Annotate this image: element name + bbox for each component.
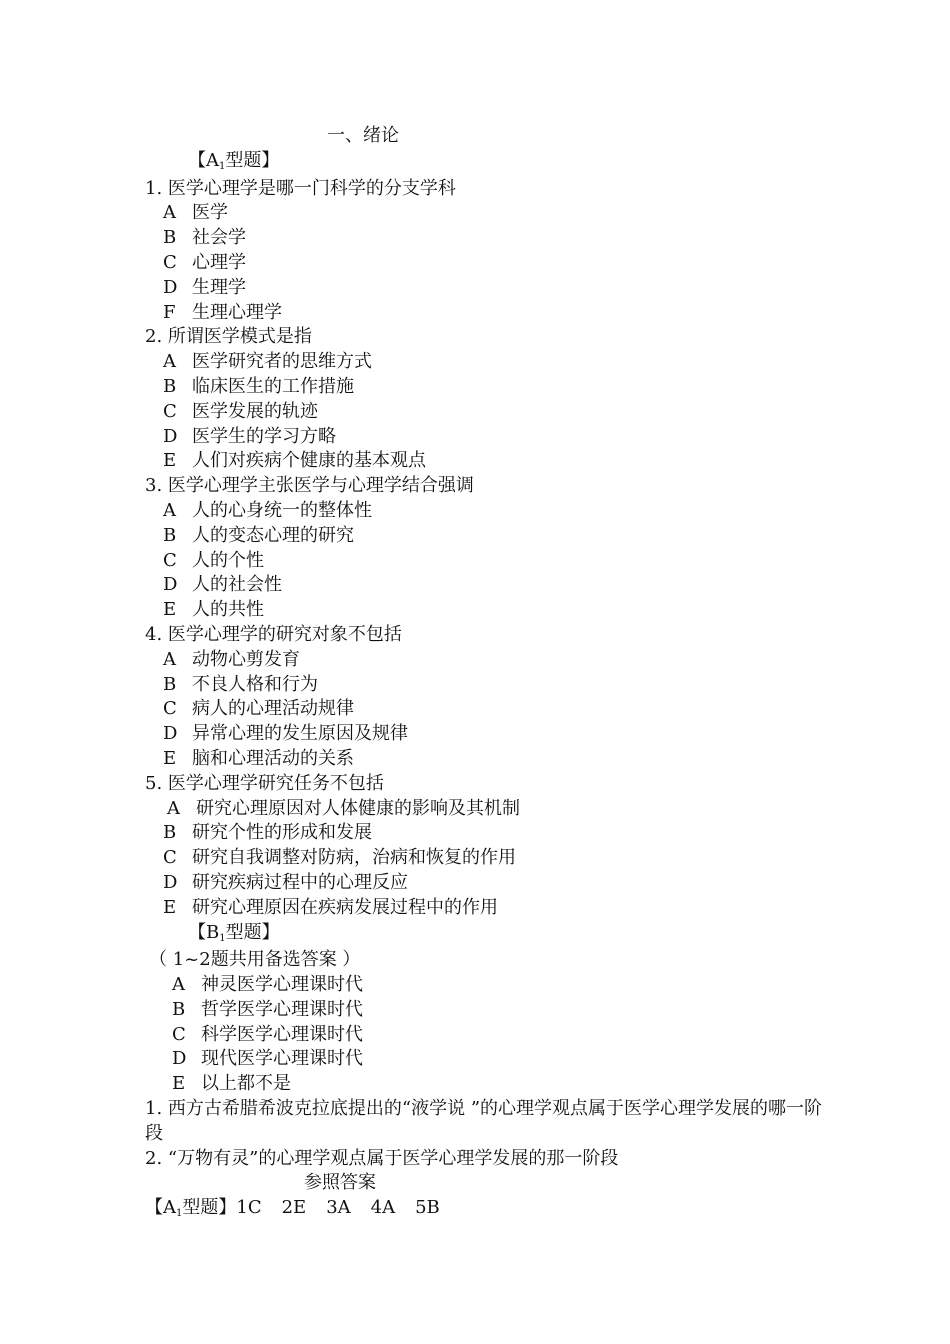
- option-text: 生理心理学: [192, 301, 282, 323]
- option-text: 社会学: [192, 227, 246, 249]
- option: [0, 251, 950, 276]
- answer-title: 参照答案: [304, 1172, 376, 1194]
- option-letter: A: [163, 202, 176, 224]
- option: [0, 350, 950, 375]
- option-text: 研究个性的形成和发展: [192, 822, 372, 844]
- option-letter: B: [163, 822, 177, 844]
- option-letter: C: [163, 549, 177, 571]
- page-title: 一、绪论: [327, 125, 399, 146]
- option: [0, 722, 950, 747]
- option: [0, 648, 950, 673]
- option-letter: B: [163, 227, 177, 249]
- option-text: 人的个性: [192, 549, 264, 571]
- option-text: 研究疾病过程中的心理反应: [192, 871, 408, 893]
- question-text: 医学心理学主张医学与心理学结合强调: [167, 475, 474, 497]
- section-a1-heading: [0, 149, 950, 177]
- answer-item: 1C: [236, 1197, 262, 1219]
- option-letter: A: [163, 648, 176, 670]
- option-text: 动物心剪发育: [192, 648, 300, 670]
- option-text: 人的变态心理的研究: [192, 524, 354, 546]
- question-number: 1.: [145, 177, 163, 199]
- section-a1-pre: 【A: [188, 149, 219, 171]
- option-text: 哲学医学心理课时代: [201, 998, 363, 1020]
- option-text: 以上都不是: [201, 1073, 291, 1095]
- question: [0, 623, 950, 648]
- answer-item: 2E: [281, 1197, 307, 1219]
- option-letter: D: [172, 1048, 187, 1070]
- option-text: 人们对疾病个健康的基本观点: [192, 450, 426, 472]
- shared-options-note: （ 1~2题共用备选答案 ）: [149, 949, 361, 971]
- question-number: 3.: [145, 475, 163, 497]
- section-a1-sub: 1: [219, 160, 226, 172]
- option: [0, 673, 950, 698]
- option-letter: E: [163, 599, 177, 621]
- option-letter: E: [163, 450, 177, 472]
- answer-section-sub: 1: [176, 1208, 183, 1220]
- question-text: 西方古希腊希波克拉底提出的“液学说 ”的心理学观点属于医学心理学发展的哪一阶段: [145, 1098, 823, 1144]
- option-text: 医学: [192, 202, 228, 224]
- option-letter: C: [172, 1023, 186, 1045]
- option: [0, 598, 950, 623]
- option: [0, 400, 950, 425]
- question-number: 4.: [145, 623, 163, 645]
- question-text: 所谓医学模式是指: [167, 326, 312, 348]
- option-letter: D: [163, 574, 178, 596]
- question-text: 医学心理学是哪一门科学的分支学科: [167, 177, 456, 199]
- option: [0, 797, 950, 822]
- option-letter: A: [163, 351, 176, 373]
- question-text: 医学心理学的研究对象不包括: [167, 623, 402, 645]
- question: [0, 177, 950, 202]
- option-letter: A: [167, 797, 180, 819]
- question: [0, 1147, 825, 1172]
- option-letter: B: [172, 998, 186, 1020]
- question-text: 医学心理学研究任务不包括: [167, 772, 384, 794]
- option-letter: A: [163, 499, 176, 521]
- option: [0, 871, 950, 896]
- question-text: “万物有灵”的心理学观点属于医学心理学发展的那一阶段: [167, 1147, 619, 1169]
- option: [0, 201, 950, 226]
- option-letter: D: [163, 425, 178, 447]
- option-letter: B: [163, 524, 177, 546]
- document: [0, 124, 950, 1224]
- option: [0, 846, 950, 871]
- option: [0, 549, 950, 574]
- option: [0, 449, 950, 474]
- answer-item: 3A: [326, 1197, 351, 1219]
- option-text: 脑和心理活动的关系: [192, 747, 354, 769]
- option-letter: B: [163, 375, 177, 397]
- section-b1-heading: [0, 921, 950, 949]
- option-letter: F: [163, 301, 176, 323]
- option-text: 神灵医学心理课时代: [201, 974, 363, 996]
- section-b1-sub: 1: [219, 932, 226, 944]
- option-text: 现代医学心理课时代: [201, 1048, 363, 1070]
- question: [0, 325, 950, 350]
- shared-option: [0, 1023, 950, 1048]
- answer-section-pre: 【A: [145, 1197, 176, 1219]
- option-text: 医学发展的轨迹: [192, 400, 318, 422]
- option-letter: C: [163, 400, 177, 422]
- option: [0, 226, 950, 251]
- section-a1-post: 型题】: [225, 149, 280, 171]
- question-number: 5.: [145, 772, 163, 794]
- option-letter: D: [163, 276, 178, 298]
- option-text: 研究自我调整对防病，治病和恢复的作用: [192, 847, 516, 869]
- questions-b1: [0, 1097, 950, 1171]
- option-letter: C: [163, 698, 177, 720]
- question: [0, 474, 950, 499]
- question: [0, 772, 950, 797]
- option-text: 研究心理原因在疾病发展过程中的作用: [192, 896, 498, 918]
- option-text: 病人的心理活动规律: [192, 698, 354, 720]
- option: [0, 697, 950, 722]
- option-text: 人的共性: [192, 599, 264, 621]
- option-letter: E: [163, 896, 177, 918]
- question-number: 1.: [145, 1098, 163, 1120]
- option-letter: E: [172, 1073, 186, 1095]
- question: [0, 1097, 825, 1147]
- section-b1-post: 型题】: [225, 921, 280, 943]
- option-letter: E: [163, 747, 177, 769]
- option: [0, 821, 950, 846]
- option: [0, 524, 950, 549]
- answer-item: 5B: [415, 1197, 440, 1219]
- option-text: 不良人格和行为: [192, 673, 318, 695]
- option-letter: D: [163, 723, 178, 745]
- option-letter: B: [163, 673, 177, 695]
- shared-option: [0, 973, 950, 998]
- option: [0, 747, 950, 772]
- option-letter: C: [163, 251, 177, 273]
- option-text: 医学研究者的思维方式: [192, 351, 372, 373]
- option: [0, 301, 950, 326]
- option-letter: A: [172, 974, 185, 996]
- answer-section-post: 型题】: [182, 1197, 237, 1219]
- questions-a1: [0, 177, 950, 921]
- option-text: 人的社会性: [192, 574, 282, 596]
- option: [0, 499, 950, 524]
- section-b1-pre: 【B: [188, 921, 220, 943]
- shared-option: [0, 998, 950, 1023]
- option: [0, 276, 950, 301]
- option-text: 科学医学心理课时代: [201, 1023, 363, 1045]
- option-text: 研究心理原因对人体健康的影响及其机制: [196, 797, 520, 819]
- option-letter: D: [163, 871, 178, 893]
- shared-options: [0, 973, 950, 1097]
- shared-option: [0, 1047, 950, 1072]
- shared-option: [0, 1072, 950, 1097]
- option-text: 异常心理的发生原因及规律: [192, 723, 408, 745]
- option-text: 临床医生的工作措施: [192, 375, 354, 397]
- option: [0, 425, 950, 450]
- option: [0, 573, 950, 598]
- option: [0, 896, 950, 921]
- option-text: 医学生的学习方略: [192, 425, 336, 447]
- option-text: 生理学: [192, 276, 246, 298]
- option-letter: C: [163, 847, 177, 869]
- question-number: 2.: [145, 326, 163, 348]
- answer-line: [0, 1196, 950, 1224]
- answer-item: 4A: [370, 1197, 396, 1219]
- option-text: 人的心身统一的整体性: [192, 499, 372, 521]
- question-number: 2.: [145, 1147, 163, 1169]
- option: [0, 375, 950, 400]
- option-text: 心理学: [192, 251, 246, 273]
